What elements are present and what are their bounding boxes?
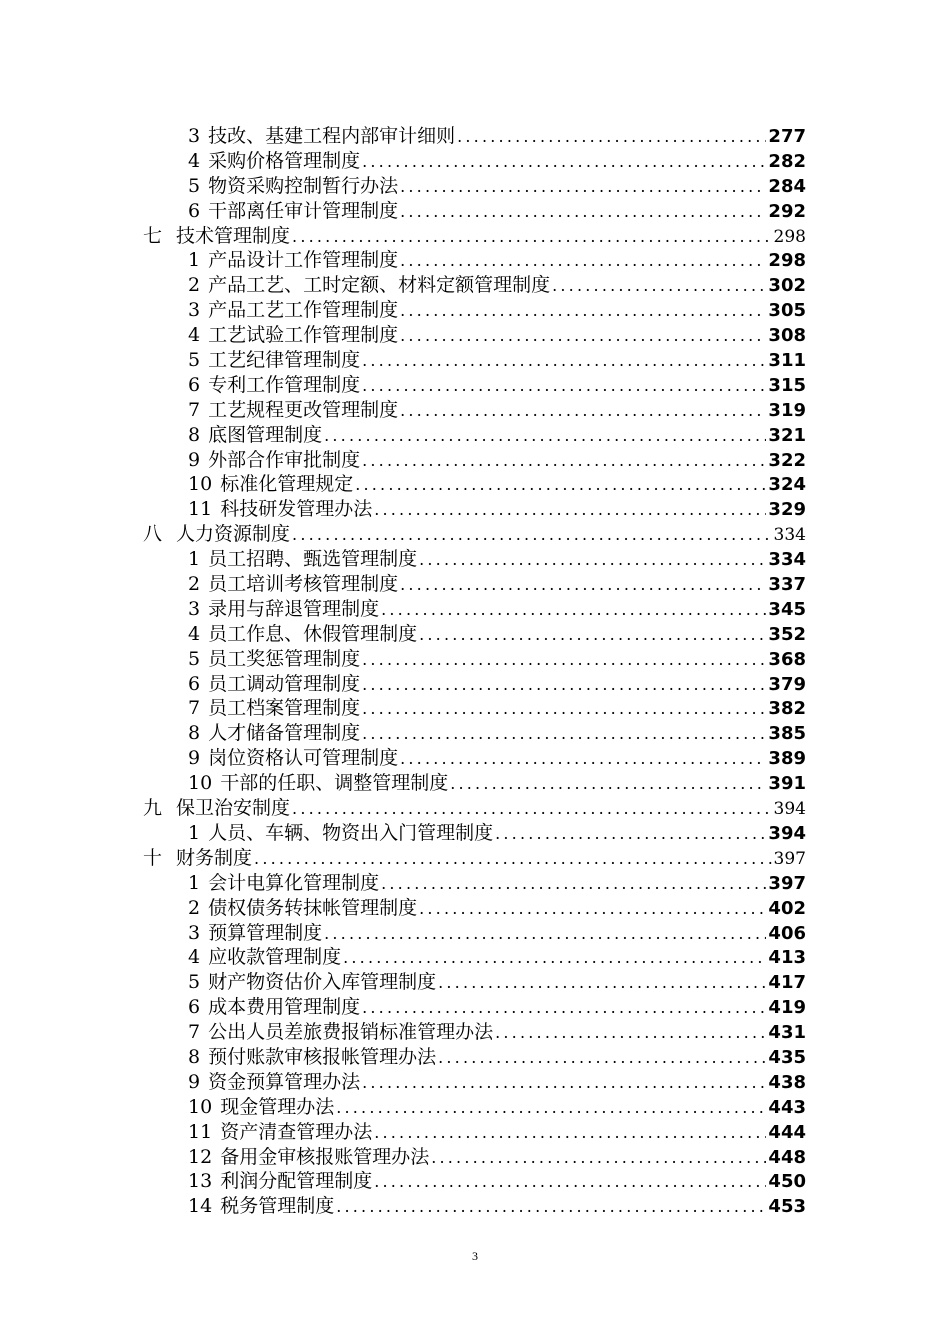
dot-leader	[438, 1046, 766, 1071]
dot-leader	[419, 623, 766, 648]
toc-entry-page: 322	[768, 449, 806, 471]
dot-leader	[374, 1121, 766, 1146]
toc-entry-page: 345	[768, 598, 806, 620]
toc-entry-number: 七	[143, 224, 163, 247]
dot-leader	[495, 822, 766, 847]
toc-entry-number: 11	[188, 498, 213, 521]
toc-entry-page: 292	[768, 200, 806, 222]
toc-entry-number: 6	[188, 996, 201, 1019]
toc-entry-page: 334	[768, 549, 806, 571]
toc-entry-number: 2	[188, 573, 201, 596]
toc-entry-title: 人才储备管理制度	[208, 722, 361, 745]
toc-entry-number: 1	[188, 871, 201, 894]
dot-leader	[292, 225, 772, 250]
toc-entry-number: 14	[188, 1195, 213, 1218]
toc-entry-page: 402	[768, 897, 806, 919]
toc-entry-page: 394	[773, 799, 806, 820]
toc-entry-title: 预算管理制度	[208, 921, 323, 944]
toc-entry-number: 3	[188, 597, 201, 620]
toc-entry-title: 财务制度	[176, 846, 253, 869]
toc-entry[interactable]	[143, 771, 806, 796]
toc-entry-page: 352	[768, 623, 806, 645]
dot-leader	[400, 324, 766, 349]
toc-entry-title: 公出人员差旅费报销标准管理办法	[208, 1021, 494, 1044]
dot-leader	[495, 1021, 766, 1046]
toc-entry[interactable]	[143, 572, 806, 597]
toc-entry-title: 资金预算管理办法	[208, 1070, 361, 1093]
toc-entry-number: 6	[188, 672, 201, 695]
toc-entry-title: 会计电算化管理制度	[208, 871, 380, 894]
dot-leader	[400, 747, 766, 772]
toc-entry-number: 5	[188, 349, 201, 372]
toc-entry[interactable]	[143, 945, 806, 970]
dot-leader	[438, 971, 766, 996]
toc-entry-number: 1	[188, 548, 201, 571]
toc-entry-title: 专利工作管理制度	[208, 373, 361, 396]
toc-entry[interactable]	[143, 248, 806, 273]
toc-entry-page: 389	[768, 748, 806, 770]
toc-entry-number: 5	[188, 174, 201, 197]
toc-entry-page: 413	[768, 947, 806, 969]
toc-entry[interactable]	[143, 995, 806, 1020]
toc-entry-title: 物资采购控制暂行办法	[208, 174, 399, 197]
dot-leader	[292, 797, 772, 822]
toc-entry-title: 资产清查管理办法	[220, 1120, 373, 1143]
dot-leader	[381, 872, 766, 897]
toc-entry[interactable]	[143, 149, 806, 174]
toc-entry-page: 277	[768, 126, 806, 147]
dot-leader	[362, 996, 766, 1021]
toc-section-entry[interactable]	[143, 224, 806, 249]
toc-entry-page: 382	[768, 698, 806, 720]
toc-entry-title: 技术管理制度	[176, 224, 291, 247]
toc-entry[interactable]	[143, 1095, 806, 1120]
toc-entry-page: 419	[768, 997, 806, 1019]
toc-entry-title: 备用金审核报账管理办法	[220, 1145, 430, 1168]
dot-leader	[292, 523, 772, 548]
toc-entry-title: 干部的任职、调整管理制度	[220, 772, 449, 795]
toc-entry[interactable]	[143, 721, 806, 746]
toc-entry-page: 444	[768, 1121, 806, 1143]
toc-entry-title: 财产物资估价入库管理制度	[208, 971, 437, 994]
toc-entry-page: 443	[768, 1096, 806, 1118]
dot-leader	[336, 1195, 766, 1220]
toc-entry-page: 453	[768, 1196, 806, 1218]
toc-entry-title: 预付账款审核报帐管理办法	[208, 1045, 437, 1068]
toc-entry-number: 10	[188, 772, 213, 795]
toc-entry-page: 321	[768, 424, 806, 446]
toc-entry-number: 3	[188, 125, 201, 147]
toc-entry-title: 科技研发管理办法	[220, 498, 373, 521]
toc-section-entry[interactable]	[143, 796, 806, 821]
toc-entry[interactable]	[143, 672, 806, 697]
dot-leader	[254, 847, 772, 872]
toc-entry-title: 保卫治安制度	[176, 797, 291, 820]
toc-entry[interactable]	[143, 1169, 806, 1194]
toc-entry-page: 397	[773, 848, 806, 869]
toc-entry-number: 7	[188, 1021, 201, 1044]
toc-entry-number: 12	[188, 1145, 213, 1168]
toc-entry-title: 产品设计工作管理制度	[208, 249, 399, 272]
toc-entry[interactable]	[143, 348, 806, 373]
toc-entry-page: 284	[768, 175, 806, 197]
toc-entry-number: 1	[188, 249, 201, 272]
toc-entry[interactable]	[143, 1070, 806, 1095]
dot-leader	[324, 424, 766, 449]
toc-entry-page: 311	[768, 350, 806, 372]
toc-entry[interactable]	[143, 398, 806, 423]
toc-entry-title: 现金管理办法	[220, 1095, 335, 1118]
toc-entry-title: 技改、基建工程内部审计细则	[208, 125, 456, 147]
dot-leader	[362, 1071, 766, 1096]
toc-entry-title: 税务管理制度	[220, 1195, 335, 1218]
toc-entry-page: 305	[768, 300, 806, 322]
dot-leader	[343, 946, 766, 971]
toc-entry-title: 采购价格管理制度	[208, 149, 361, 172]
toc-entry-number: 十	[143, 846, 163, 869]
toc-entry[interactable]	[143, 871, 806, 896]
dot-leader	[400, 175, 766, 200]
toc-entry[interactable]	[143, 597, 806, 622]
toc-entry-title: 外部合作审批制度	[208, 448, 361, 471]
toc-entry-title: 岗位资格认可管理制度	[208, 747, 399, 770]
toc-entry-title: 人力资源制度	[176, 523, 291, 546]
toc-entry-title: 利润分配管理制度	[220, 1170, 373, 1193]
toc-entry-title: 债权债务转抹帐管理制度	[208, 896, 418, 919]
toc-entry-page: 302	[768, 275, 806, 297]
toc-entry-title: 员工招聘、甄选管理制度	[208, 548, 418, 571]
toc-entry-page: 298	[768, 250, 806, 272]
toc-entry-number: 3	[188, 299, 201, 322]
toc-entry-page: 315	[768, 374, 806, 396]
toc-entry-number: 6	[188, 199, 201, 222]
toc-entry[interactable]	[143, 896, 806, 921]
dot-leader	[374, 1170, 766, 1195]
toc-entry-page: 450	[768, 1171, 806, 1193]
toc-entry-number: 4	[188, 946, 201, 969]
toc-entry-page: 385	[768, 723, 806, 745]
toc-entry-title: 录用与辞退管理制度	[208, 597, 380, 620]
dot-leader	[362, 673, 766, 698]
toc-entry-page: 438	[768, 1071, 806, 1093]
toc-entry-title: 人员、车辆、物资出入门管理制度	[208, 821, 494, 844]
toc-entry[interactable]	[143, 1194, 806, 1219]
toc-entry-number: 3	[188, 921, 201, 944]
dot-leader	[400, 200, 766, 225]
toc-entry-title: 产品工艺工作管理制度	[208, 299, 399, 322]
toc-entry[interactable]	[143, 273, 806, 298]
toc-entry-page: 417	[768, 972, 806, 994]
toc-entry-page: 324	[768, 474, 806, 496]
toc-entry-page: 448	[768, 1146, 806, 1168]
toc-entry-number: 4	[188, 622, 201, 645]
toc-entry-page: 431	[768, 1022, 806, 1044]
toc-entry-number: 9	[188, 1070, 201, 1093]
dot-leader	[400, 249, 766, 274]
toc-entry-number: 10	[188, 473, 213, 496]
dot-leader	[362, 722, 766, 747]
toc-entry[interactable]	[143, 622, 806, 647]
toc-entry[interactable]	[143, 448, 806, 473]
toc-entry-title: 工艺试验工作管理制度	[208, 324, 399, 347]
toc-entry-number: 4	[188, 149, 201, 172]
dot-leader	[381, 598, 766, 623]
toc-entry[interactable]	[143, 1020, 806, 1045]
toc-entry[interactable]	[143, 647, 806, 672]
toc-entry-number: 9	[188, 448, 201, 471]
toc-entry[interactable]	[143, 1120, 806, 1145]
toc-entry-number: 八	[143, 523, 163, 546]
table-of-contents	[143, 124, 806, 1219]
dot-leader	[362, 150, 766, 175]
toc-entry-page: 334	[773, 525, 806, 546]
toc-entry[interactable]	[143, 199, 806, 224]
toc-entry-number: 1	[188, 821, 201, 844]
toc-entry-number: 13	[188, 1170, 213, 1193]
toc-entry[interactable]	[143, 174, 806, 199]
toc-entry-number: 7	[188, 697, 201, 720]
page-number: 3	[472, 1249, 478, 1263]
dot-leader	[362, 449, 766, 474]
toc-entry-title: 干部离任审计管理制度	[208, 199, 399, 222]
toc-entry[interactable]	[143, 423, 806, 448]
toc-entry-title: 员工档案管理制度	[208, 697, 361, 720]
toc-entry-title: 员工调动管理制度	[208, 672, 361, 695]
toc-entry-number: 5	[188, 971, 201, 994]
dot-leader	[362, 697, 766, 722]
toc-entry-page: 329	[768, 499, 806, 521]
dot-leader	[419, 897, 766, 922]
toc-entry-page: 337	[768, 574, 806, 596]
toc-entry[interactable]	[143, 921, 806, 946]
toc-entry-number: 4	[188, 324, 201, 347]
toc-entry[interactable]	[143, 497, 806, 522]
toc-entry-title: 应收款管理制度	[208, 946, 342, 969]
toc-entry-page: 394	[768, 822, 806, 844]
toc-entry[interactable]	[143, 124, 806, 149]
toc-section-entry[interactable]	[143, 522, 806, 547]
toc-entry-number: 10	[188, 1095, 213, 1118]
dot-leader	[362, 374, 766, 399]
toc-entry-title: 工艺规程更改管理制度	[208, 398, 399, 421]
toc-entry-page: 282	[768, 150, 806, 172]
dot-leader	[374, 498, 766, 523]
dot-leader	[419, 548, 766, 573]
toc-entry[interactable]	[143, 821, 806, 846]
toc-entry-number: 6	[188, 373, 201, 396]
toc-entry-number: 9	[188, 747, 201, 770]
toc-entry[interactable]	[143, 298, 806, 323]
dot-leader	[450, 772, 766, 797]
toc-entry-number: 8	[188, 722, 201, 745]
dot-leader	[457, 125, 766, 150]
toc-entry-title: 员工作息、休假管理制度	[208, 622, 418, 645]
dot-leader	[431, 1146, 766, 1171]
toc-entry-number: 2	[188, 896, 201, 919]
toc-entry[interactable]	[143, 373, 806, 398]
toc-entry-number: 8	[188, 1045, 201, 1068]
toc-entry-number: 2	[188, 274, 201, 297]
toc-entry[interactable]	[143, 323, 806, 348]
dot-leader	[362, 349, 766, 374]
dot-leader	[362, 648, 766, 673]
dot-leader	[552, 274, 766, 299]
toc-entry-title: 工艺纪律管理制度	[208, 349, 361, 372]
toc-entry[interactable]	[143, 1045, 806, 1070]
toc-entry-page: 391	[768, 773, 806, 795]
toc-entry-title: 产品工艺、工时定额、材料定额管理制度	[208, 274, 551, 297]
toc-entry-page: 298	[773, 226, 806, 247]
toc-entry[interactable]	[143, 472, 806, 497]
dot-leader	[400, 299, 766, 324]
toc-entry-number: 8	[188, 423, 201, 446]
toc-entry[interactable]	[143, 696, 806, 721]
toc-entry-page: 308	[768, 325, 806, 347]
dot-leader	[400, 399, 766, 424]
dot-leader	[355, 473, 766, 498]
toc-entry-title: 成本费用管理制度	[208, 996, 361, 1019]
dot-leader	[324, 922, 766, 947]
dot-leader	[336, 1096, 766, 1121]
toc-entry-page: 319	[768, 399, 806, 421]
toc-entry-page: 406	[768, 922, 806, 944]
toc-entry-page: 397	[768, 872, 806, 894]
toc-entry-page: 435	[768, 1046, 806, 1068]
toc-entry-title: 员工奖惩管理制度	[208, 647, 361, 670]
dot-leader	[400, 573, 766, 598]
toc-entry-title: 员工培训考核管理制度	[208, 573, 399, 596]
toc-entry-number: 5	[188, 647, 201, 670]
toc-entry[interactable]	[143, 547, 806, 572]
toc-entry[interactable]	[143, 746, 806, 771]
toc-entry-page: 368	[768, 648, 806, 670]
toc-entry-title: 底图管理制度	[208, 423, 323, 446]
toc-entry[interactable]	[143, 970, 806, 995]
toc-entry[interactable]	[143, 1145, 806, 1170]
toc-entry-number: 7	[188, 398, 201, 421]
toc-section-entry[interactable]	[143, 846, 806, 871]
toc-entry-page: 379	[768, 673, 806, 695]
toc-entry-number: 九	[143, 797, 163, 820]
toc-entry-title: 标准化管理规定	[220, 473, 354, 496]
toc-entry-number: 11	[188, 1120, 213, 1143]
